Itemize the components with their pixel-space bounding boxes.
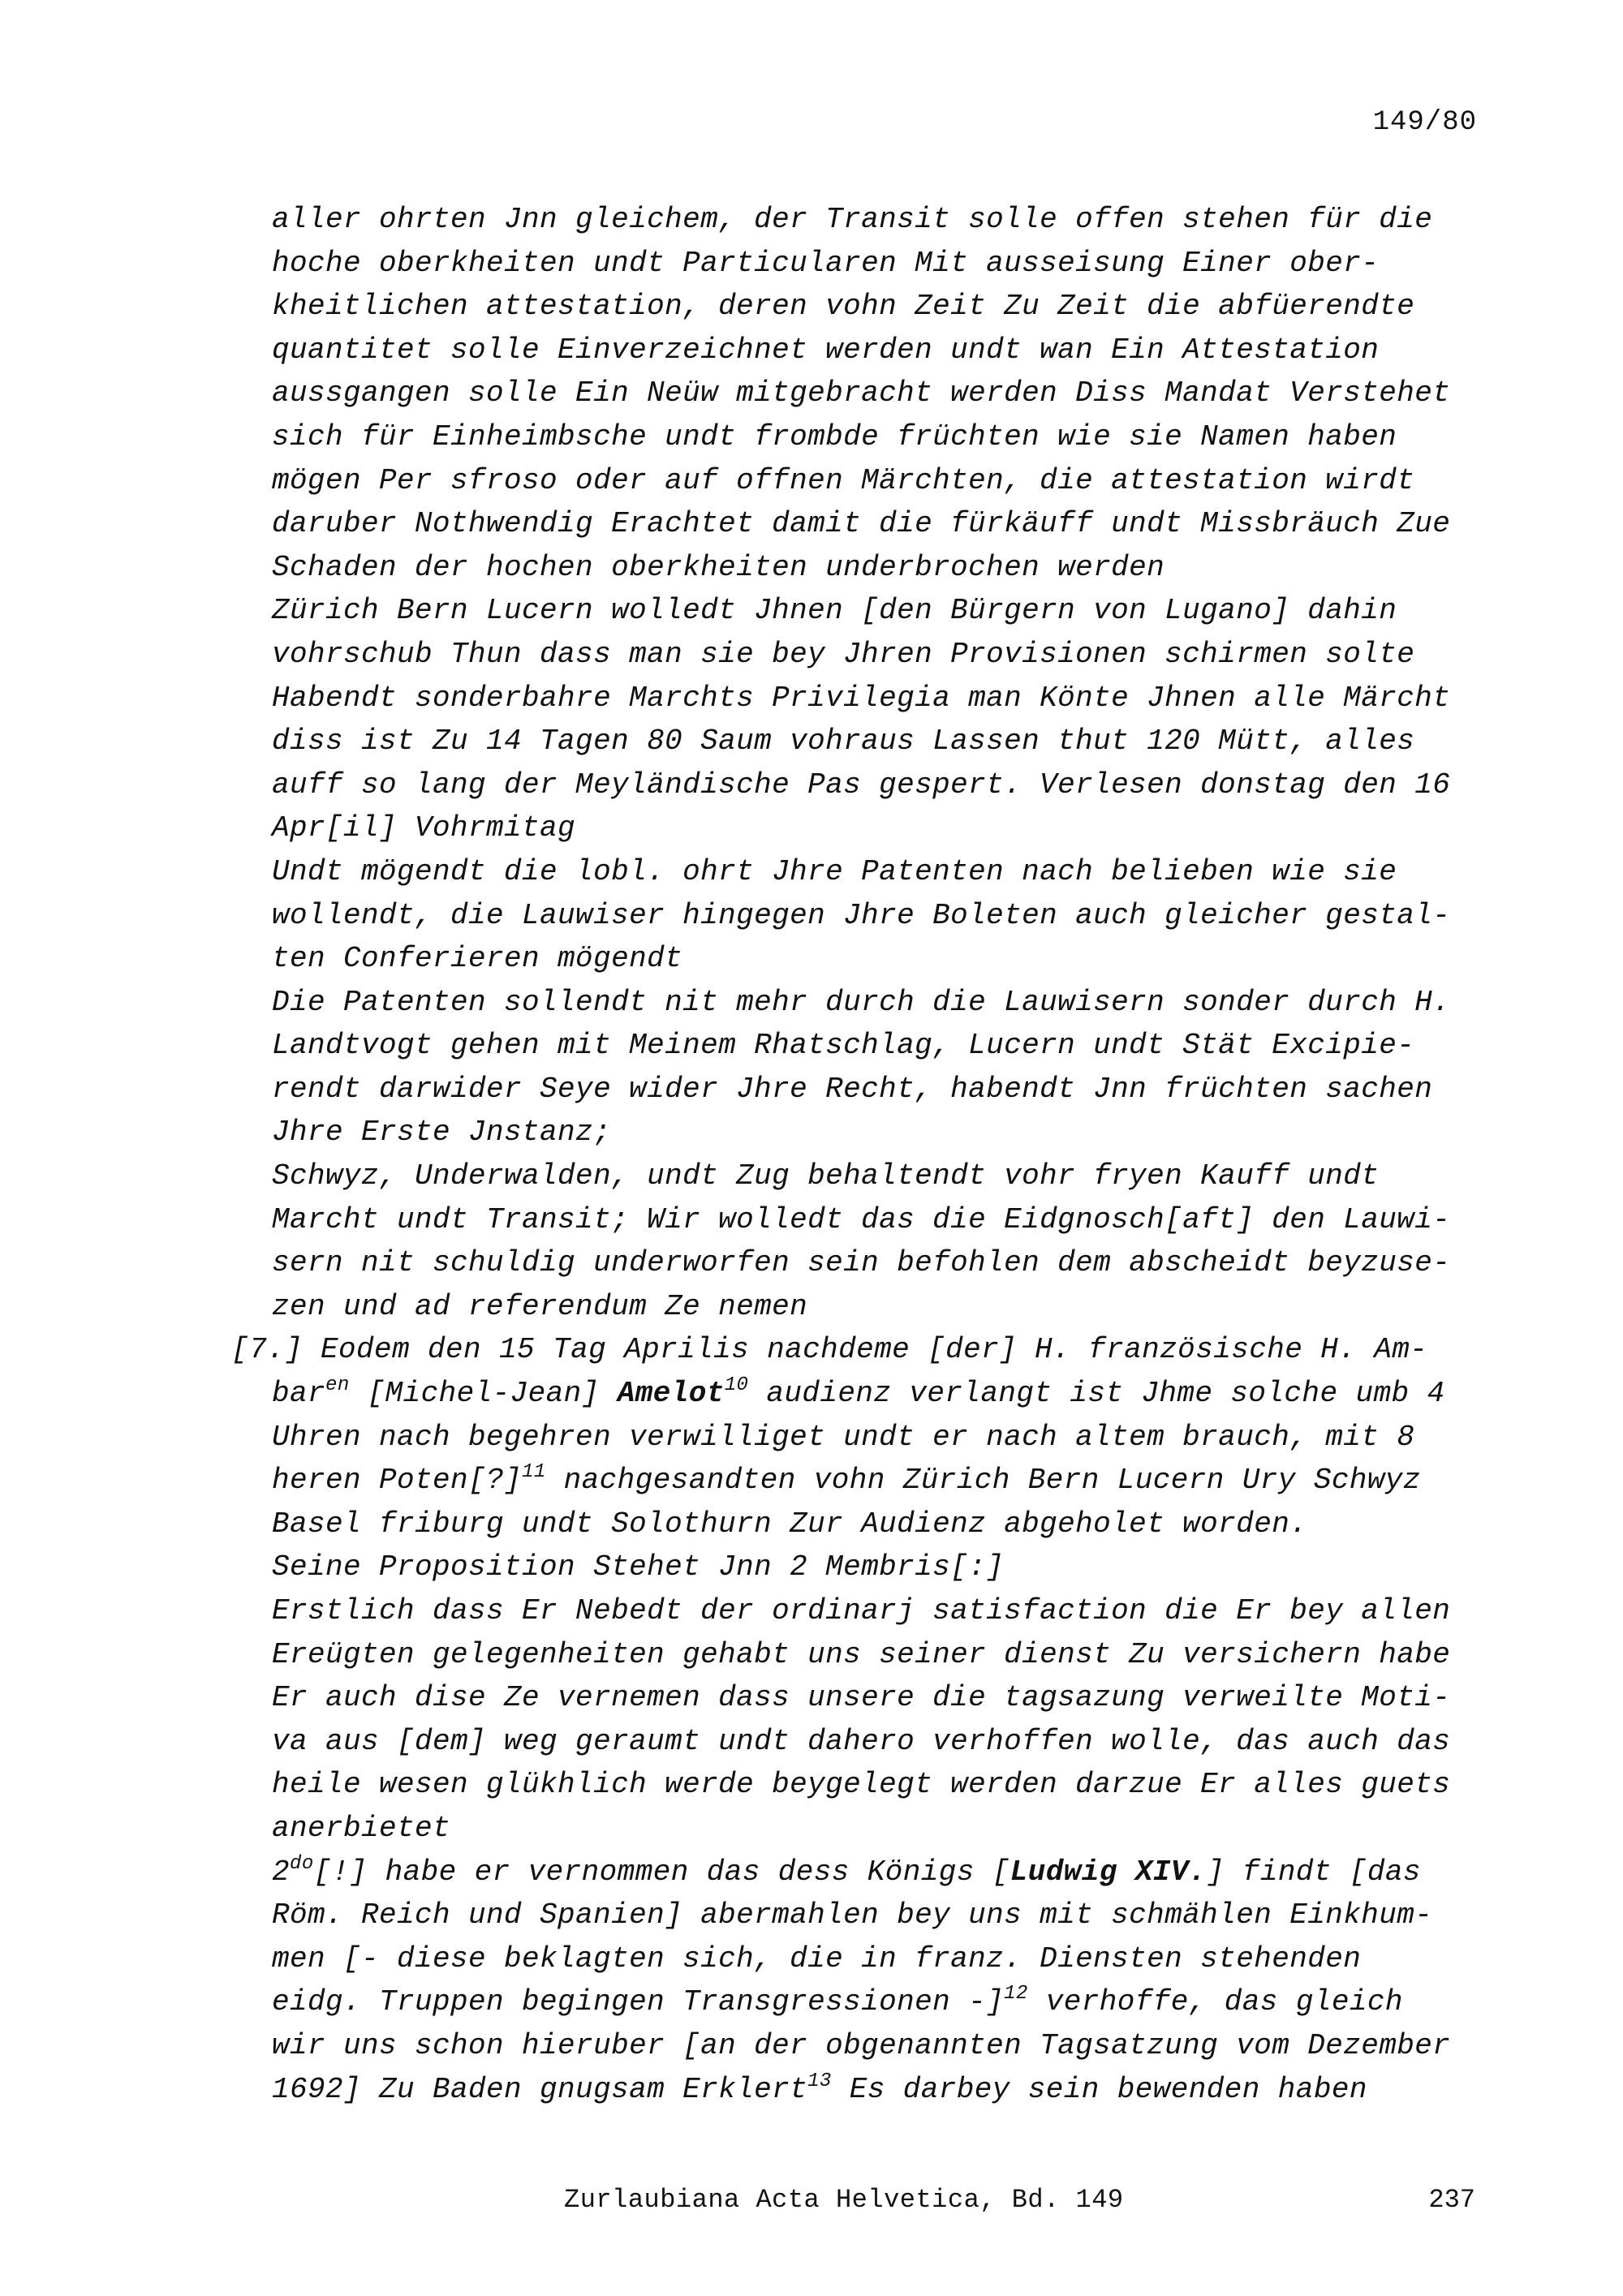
text-line xyxy=(272,1459,1489,1503)
main-text xyxy=(231,198,1489,2111)
text-line: Undt mögendt die lobl. ohrt Jhre Patenten nach belieben wie sie xyxy=(272,854,1397,888)
footnote-ref: 12 xyxy=(1004,1983,1028,2006)
footnote-ref: 10 xyxy=(724,1374,749,1397)
text-line: Habendt sonderbahre Marchts Privilegia man Könte Jhnen alle Märcht xyxy=(272,681,1451,715)
text-segment: 1692] Zu Baden gnugsam Erklert xyxy=(272,2072,808,2106)
text-line: Röm. Reich und Spanien] abermahlen bey uns mit schmählen Einkhum- xyxy=(272,1898,1433,1933)
text-line: aller ohrten Jnn gleichem, der Transit solle offen stehen für die xyxy=(272,203,1433,236)
footnote-ref: 13 xyxy=(807,2070,832,2092)
text-line: wollendt, die Lauwiser hingegen Jhre Boleten auch gleicher gestal- xyxy=(272,898,1451,932)
superscript: do xyxy=(290,1852,314,1875)
text-line: Seine Proposition Stehet Jnn 2 Membris[:] xyxy=(272,1550,1005,1584)
text-segment: heren Poten[?] xyxy=(272,1464,523,1498)
text-line: ten Conferieren mögendt xyxy=(272,942,683,976)
text-line: mögen Per sfroso oder auf offnen Märchten, die attestation wirdt xyxy=(272,463,1415,497)
page-number: 149/80 xyxy=(1372,107,1477,138)
text-line: Landtvogt gehen mit Meinem Rhatschlag, Lucern undt Stät Excipie- xyxy=(272,1029,1415,1063)
text-line: daruber Nothwendig Erachtet damit die fürkäuff undt Missbräuch Zue xyxy=(272,507,1451,541)
text-segment: audienz verlangt ist Jhme solche umb 4 xyxy=(748,1377,1445,1411)
text-line: Uhren nach begehren verwilliget undt er nach altem brauch, mit 8 xyxy=(272,1420,1415,1454)
text-line: rendt darwider Seye wider Jhre Recht, habendt Jnn früchten sachen xyxy=(272,1072,1433,1106)
text-line: diss ist Zu 14 Tagen 80 Saum vohraus Lassen thut 120 Mütt, alles xyxy=(272,724,1415,759)
text-segment: [Michel-Jean] xyxy=(349,1377,618,1411)
superscript: en xyxy=(325,1374,350,1397)
text-segment: 2 xyxy=(272,1855,291,1889)
text-line: [7.] Eodem den 15 Tag Aprilis nachdeme [der] H. französische H. Am- xyxy=(231,1333,1428,1367)
text-line xyxy=(272,1372,1489,1416)
text-segment: ] findt [das xyxy=(1206,1855,1421,1889)
text-line: Marcht undt Transit; Wir wolledt das die Eidgnosch[aft] den Lauwi- xyxy=(272,1202,1451,1236)
text-line: kheitlichen attestation, deren vohn Zeit Zu Zeit die abfüerendte xyxy=(272,290,1415,324)
text-segment: bar xyxy=(272,1377,326,1411)
text-line: Schwyz, Underwalden, undt Zug behaltendt vohr fryen Kauff undt xyxy=(272,1159,1380,1193)
text-line: anerbietet xyxy=(272,1811,451,1845)
text-lines xyxy=(272,198,1489,1328)
text-line: Schaden der hochen oberkheiten underbrochen werden xyxy=(272,550,1165,584)
text-segment: nachgesandten vohn Zürich Bern Lucern Ury Schwyz xyxy=(545,1464,1421,1498)
text-line: quantitet solle Einverzeichnet werden undt wan Ein Attestation xyxy=(272,333,1380,367)
text-line: Jhre Erste Jnstanz; xyxy=(272,1116,612,1150)
text-line: men [- diese beklagten sich, die in franz. Diensten stehenden xyxy=(272,1941,1362,1976)
text-line: Zürich Bern Lucern wolledt Jhnen [den Bürgern von Lugano] dahin xyxy=(272,594,1397,628)
text-line: wir uns schon hieruber [an der obgenannten Tagsatzung vom Dezember xyxy=(272,2028,1451,2062)
text-line: Ereügten gelegenheiten gehabt uns seiner dienst Zu versichern habe xyxy=(272,1637,1451,1671)
text-line: Er auch dise Ze vernemen dass unsere die tagsazung verweilte Moti- xyxy=(272,1681,1451,1715)
text-line: sern nit schuldig underworfen sein befohlen dem abscheidt beyzuse- xyxy=(272,1246,1451,1280)
text-line xyxy=(272,2068,1489,2112)
text-segment: [!] habe er vernommen das dess Königs [ xyxy=(313,1855,1010,1889)
person-name: Amelot xyxy=(617,1377,725,1411)
footer-title: Zurlaubiana Acta Helvetica, Bd. 149 xyxy=(564,2185,1124,2215)
person-name: Ludwig XIV. xyxy=(1010,1855,1207,1889)
text-line: heile wesen glükhlich werde beygelegt werden darzue Er alles guets xyxy=(272,1768,1451,1802)
text-segment: verhoffe, das gleich xyxy=(1027,1985,1403,2019)
text-line: vohrschub Thun dass man sie bey Jhren Provisionen schirmen solte xyxy=(272,637,1415,671)
text-line: Erstlich dass Er Nebedt der ordinarj satisfaction die Er bey allen xyxy=(272,1594,1451,1627)
text-segment: Es darbey sein bewenden haben xyxy=(831,2072,1367,2106)
footnote-ref: 11 xyxy=(522,1461,546,1484)
text-line: Die Patenten sollendt nit mehr durch die Lauwisern sonder durch H. xyxy=(272,985,1451,1019)
text-line: va aus [dem] weg geraumt undt dahero verhoffen wolle, das auch das xyxy=(272,1724,1451,1758)
text-line: hoche oberkheiten undt Particularen Mit ausseisung Einer ober- xyxy=(272,246,1380,280)
text-segment: eidg. Truppen begingen Transgressionen -] xyxy=(272,1985,1005,2019)
text-line: Apr[il] Vohrmitag xyxy=(272,811,576,845)
text-line: sich für Einheimbsche undt frombde früchten wie sie Namen haben xyxy=(272,419,1397,454)
text-line: aussgangen solle Ein Neüw mitgebracht werden Diss Mandat Verstehet xyxy=(272,376,1451,411)
text-line: auff so lang der Meyländische Pas gespert. Verlesen donstag den 16 xyxy=(272,767,1451,802)
text-line: zen und ad referendum Ze nemen xyxy=(272,1289,808,1323)
text-line xyxy=(272,1851,1489,1894)
footer-page-number: 237 xyxy=(1428,2185,1475,2215)
text-line: Basel friburg undt Solothurn Zur Audienz abgeholet worden. xyxy=(272,1507,1308,1541)
text-line xyxy=(272,1980,1489,2024)
